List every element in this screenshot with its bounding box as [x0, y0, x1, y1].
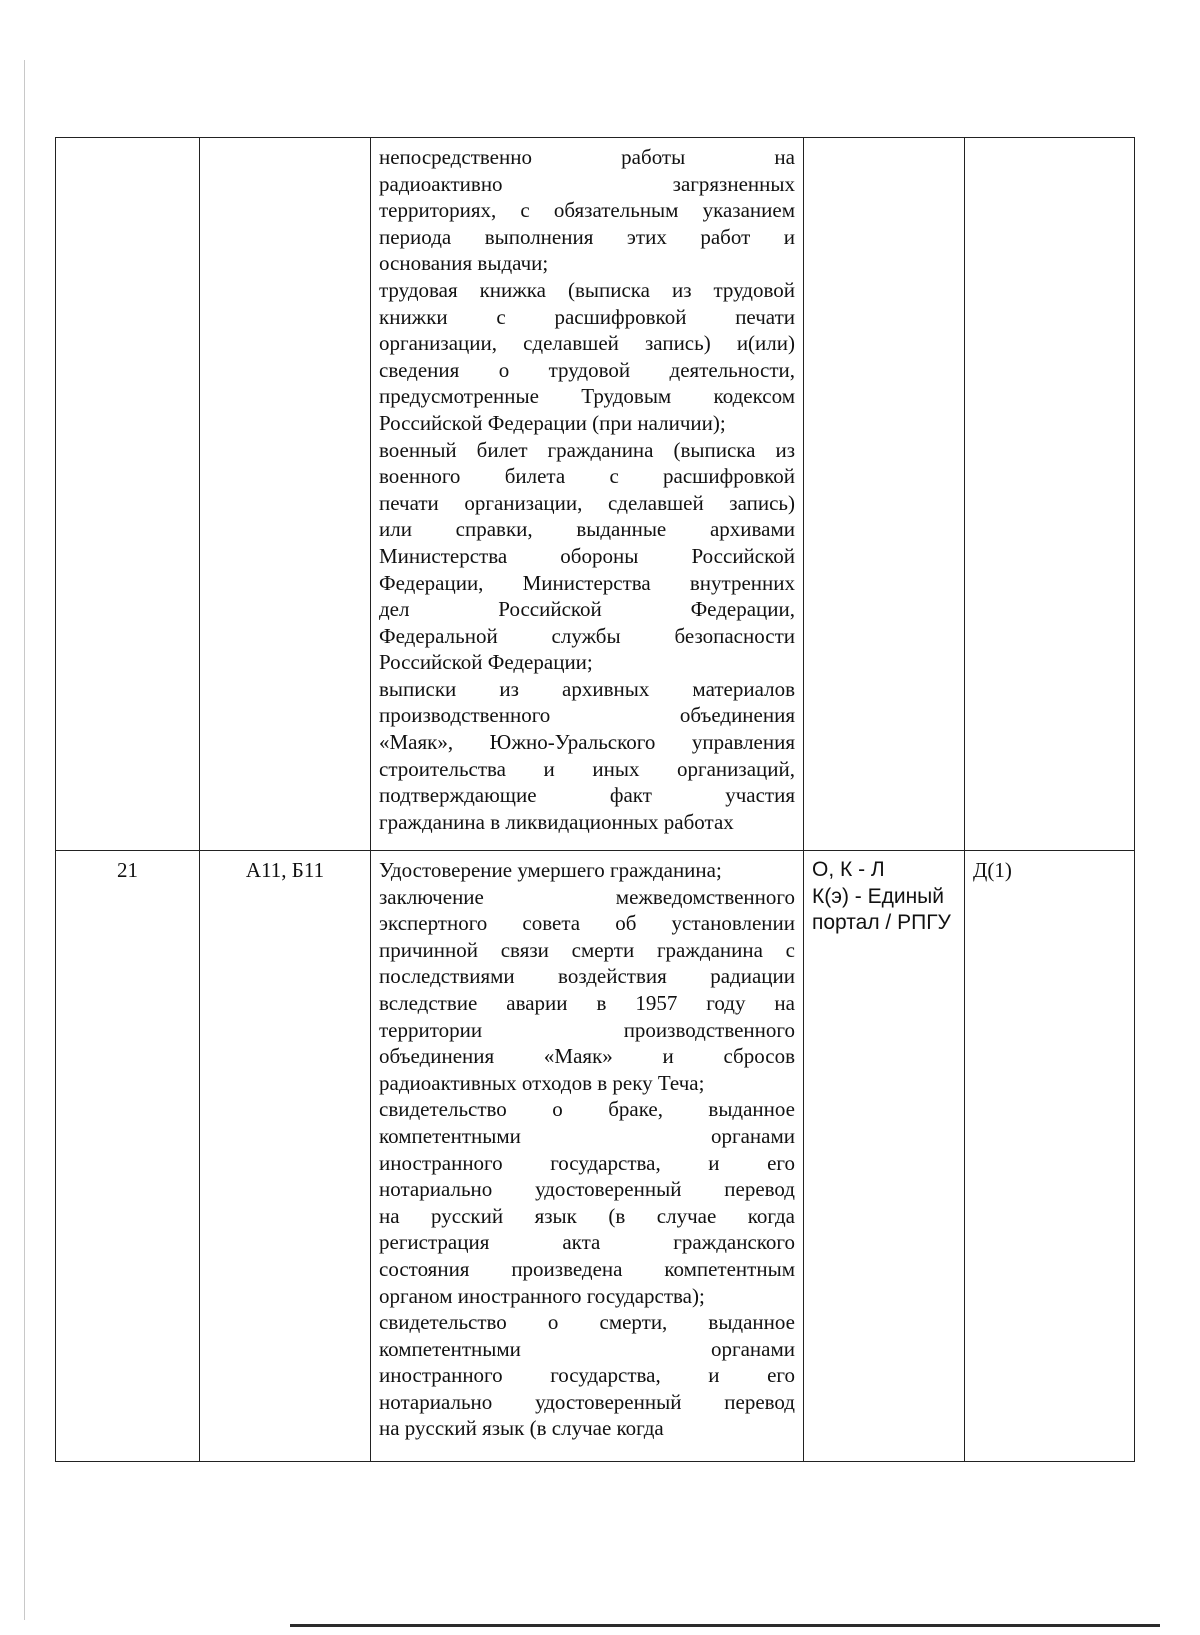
document-text-line: компетентными органами	[379, 1123, 795, 1148]
document-text-line: последствиями воздействия радиации	[379, 964, 795, 989]
document-text-line: территории производственного	[379, 1017, 795, 1042]
document-text-line: периода выполнения этих работ и	[379, 224, 795, 249]
table-row	[56, 138, 1135, 851]
document-text-line: производственного объединения	[379, 703, 795, 728]
document-text-line: книжки с расшифровкой печати	[379, 304, 795, 329]
document-text-line: трудовая книжка (выписка из трудовой	[379, 277, 795, 302]
document-text-line: Российской Федерации;	[379, 650, 593, 675]
document-text-line: военный билет гражданина (выписка из	[379, 437, 795, 462]
document-text-line: сведения о трудовой деятельности,	[379, 357, 795, 382]
document-text-line: предусмотренные Трудовым кодексом	[379, 384, 795, 409]
note-cell	[965, 138, 1135, 851]
document-text-line: организации, сделавшей запись) и(или)	[379, 331, 795, 356]
document-text-line: свидетельство о браке, выданное	[379, 1097, 795, 1122]
document-text-line: Министерства обороны Российской	[379, 543, 795, 568]
document-text-line: Российской Федерации (при наличии);	[379, 410, 726, 435]
document-text-line: Удостоверение умершего гражданина;	[379, 858, 722, 882]
document-text-line: нотариально удостоверенный перевод	[379, 1177, 795, 1202]
document-text-line: иностранного государства, и его	[379, 1363, 795, 1388]
documents-cell	[371, 138, 804, 851]
document-text-line: печати организации, сделавшей запись)	[379, 490, 795, 515]
submission-form-line: К(э) - Единый	[812, 884, 945, 908]
bottom-rule-line	[290, 1624, 1160, 1627]
document-text-line: радиоактивных отходов в реку Теча;	[379, 1070, 705, 1095]
document-text-line: основания выдачи;	[379, 251, 549, 276]
document-text-line: регистрация акта гражданского	[379, 1230, 795, 1255]
document-text-line: выписки из архивных материалов	[379, 676, 795, 701]
document-text-line: иностранного государства, и его	[379, 1150, 795, 1175]
row-number-cell: 21	[56, 851, 200, 1462]
scan-edge-line	[24, 60, 25, 1620]
document-text-line: вследствие аварии в 1957 году на	[379, 990, 795, 1015]
submission-form-cell	[804, 851, 965, 1462]
document-text-line: Федеральной службы безопасности	[379, 623, 795, 648]
document-text-line: или справки, выданные архивами	[379, 517, 795, 542]
document-table	[55, 137, 1135, 1462]
document-text-line: подтверждающие факт участия	[379, 783, 795, 808]
document-text-line: экспертного совета об установлении	[379, 911, 795, 936]
submission-form-line: О, К - Л	[812, 858, 885, 881]
document-text-line: Федерации, Министерства внутренних	[379, 570, 795, 595]
submission-form-cell	[804, 138, 965, 851]
table-row	[56, 851, 1135, 1462]
document-text-line: гражданина в ликвидационных работах	[379, 809, 734, 834]
document-text-line: компетентными органами	[379, 1336, 795, 1361]
document-text-line: свидетельство о смерти, выданное	[379, 1310, 795, 1335]
submission-form-line: портал / РПГУ	[812, 911, 951, 935]
documents-cell	[371, 851, 804, 1462]
document-text-line: непосредственно работы на	[379, 145, 795, 169]
category-code-cell	[200, 138, 371, 851]
category-code-cell: А11, Б11	[200, 851, 371, 1462]
document-text-line: нотариально удостоверенный перевод	[379, 1389, 795, 1414]
document-text-line: на русский язык (в случае когда	[379, 1416, 664, 1441]
document-text-line: заключение межведомственного	[379, 884, 795, 909]
document-text-line: состояния произведена компетентным	[379, 1256, 795, 1281]
document-text-line: строительства и иных организаций,	[379, 756, 795, 781]
document-text-line: «Маяк», Южно-Уральского управления	[379, 730, 795, 755]
note-cell: Д(1)	[965, 851, 1135, 1462]
document-text-line: радиоактивно загрязненных	[379, 171, 795, 196]
document-text-line: военного билета с расшифровкой	[379, 464, 795, 489]
document-text-line: территориях, с обязательным указанием	[379, 198, 795, 223]
document-text-line: объединения «Маяк» и сбросов	[379, 1044, 795, 1069]
document-text-line: дел Российской Федерации,	[379, 597, 795, 622]
document-text-line: причинной связи смерти гражданина с	[379, 937, 795, 962]
row-number-cell	[56, 138, 200, 851]
document-text-line: органом иностранного государства);	[379, 1283, 705, 1308]
document-text-line: на русский язык (в случае когда	[379, 1203, 795, 1228]
